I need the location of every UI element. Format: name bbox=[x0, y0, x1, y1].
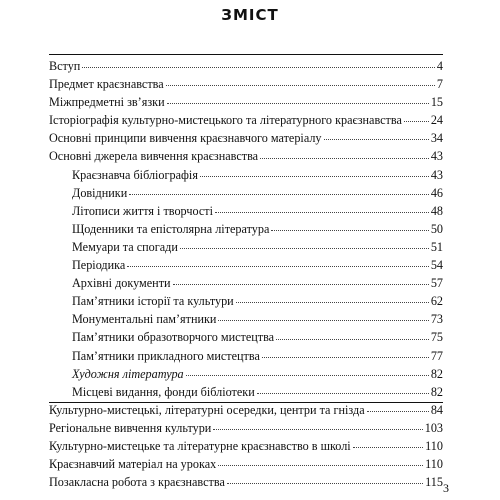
toc-entry bbox=[49, 347, 443, 365]
toc-entry bbox=[49, 310, 443, 328]
toc-entry bbox=[49, 166, 443, 184]
toc-entry-page: 54 bbox=[430, 258, 443, 273]
toc-dot-leader bbox=[167, 102, 429, 104]
toc-entry-page: 82 bbox=[430, 384, 443, 399]
toc-dot-leader bbox=[227, 482, 423, 484]
toc-entry bbox=[49, 202, 443, 220]
toc-entry-page: 115 bbox=[425, 475, 443, 490]
toc-entry bbox=[49, 383, 443, 401]
toc-entry-page: 57 bbox=[430, 276, 443, 291]
toc-entry bbox=[49, 419, 443, 437]
toc-entry-label: Предмет краєзнавства bbox=[49, 77, 164, 92]
toc-entry-label: Культурно-мистецьке та літературне краєзнавство в школі bbox=[49, 438, 351, 453]
toc-entry bbox=[49, 473, 443, 491]
toc-entry-page: 7 bbox=[436, 77, 443, 92]
toc-entry bbox=[49, 292, 443, 310]
toc-entry-page: 110 bbox=[425, 438, 443, 453]
toc-entry-label: Мемуари та спогади bbox=[72, 239, 178, 254]
toc-entry-page: 75 bbox=[430, 330, 443, 345]
toc-entry-page: 43 bbox=[430, 167, 443, 182]
toc-dot-leader bbox=[367, 410, 429, 412]
toc-entry bbox=[49, 147, 443, 165]
toc-dot-leader bbox=[236, 301, 429, 303]
toc-entry bbox=[49, 328, 443, 346]
toc-entry bbox=[49, 93, 443, 111]
toc-entry bbox=[49, 274, 443, 292]
toc-entry bbox=[49, 129, 443, 147]
toc-dot-leader bbox=[166, 84, 435, 86]
toc-dot-leader bbox=[215, 211, 429, 213]
toc-list bbox=[49, 57, 443, 491]
toc-entry-label: Культурно-мистецькі, літературні осередки, центри та гнізда bbox=[49, 402, 365, 417]
toc-entry-page: 73 bbox=[430, 312, 443, 327]
toc-entry bbox=[49, 238, 443, 256]
toc-dot-leader bbox=[186, 374, 429, 376]
toc-entry-label: Вступ bbox=[49, 59, 81, 73]
toc-dot-leader bbox=[262, 356, 429, 358]
toc-entry-label: Довідники bbox=[72, 185, 128, 200]
toc-entry bbox=[49, 75, 443, 93]
toc-entry-page: 51 bbox=[430, 239, 443, 254]
page-title: ЗМІСТ bbox=[221, 6, 279, 24]
toc-entry-label: Основні принципи вивчення краєзнавчого матеріалу bbox=[49, 131, 322, 146]
toc-entry bbox=[49, 401, 443, 419]
toc-entry-page: 77 bbox=[430, 348, 443, 363]
toc-entry-label: Періодика bbox=[72, 258, 126, 273]
table-of-contents bbox=[49, 54, 443, 490]
toc-entry-page: 110 bbox=[425, 457, 443, 472]
toc-dot-leader bbox=[404, 120, 429, 122]
toc-entry-label: Краєзнавча бібліографія bbox=[72, 167, 198, 182]
toc-dot-leader bbox=[260, 157, 429, 159]
toc-entry bbox=[49, 57, 443, 75]
toc-entry-label: Монументальні пам’ятники bbox=[72, 312, 217, 327]
toc-entry-label: Літописи життя і творчості bbox=[72, 203, 213, 218]
toc-dot-leader bbox=[180, 247, 429, 249]
toc-entry-label: Історіографія культурно-мистецького та літературного краєзнавства bbox=[49, 113, 402, 128]
toc-entry bbox=[49, 455, 443, 473]
toc-entry-page: 46 bbox=[430, 185, 443, 200]
toc-entry-page: 15 bbox=[430, 95, 443, 110]
toc-entry-page: 103 bbox=[424, 420, 443, 435]
toc-entry-label: Міжпредметні зв’язки bbox=[49, 95, 165, 110]
toc-dot-leader bbox=[353, 446, 423, 448]
toc-entry-page: 24 bbox=[430, 113, 443, 128]
toc-entry bbox=[49, 184, 443, 202]
toc-entry bbox=[49, 220, 443, 238]
toc-dot-leader bbox=[127, 265, 429, 267]
toc-entry-page: 48 bbox=[430, 203, 443, 218]
toc-entry-label: Позакласна робота з краєзнавства bbox=[49, 475, 225, 490]
toc-dot-leader bbox=[218, 319, 428, 321]
toc-entry-page: 43 bbox=[430, 149, 443, 164]
toc-entry-label: Краєзнавчий матеріал на уроках bbox=[49, 457, 217, 472]
toc-entry-label: Художня література bbox=[72, 366, 184, 381]
toc-dot-leader bbox=[200, 175, 429, 177]
toc-entry-label: Місцеві видання, фонди бібліотеки bbox=[72, 384, 255, 399]
page-number: 3 bbox=[443, 481, 449, 495]
toc-dot-leader bbox=[257, 392, 429, 394]
toc-dot-leader bbox=[173, 283, 429, 285]
toc-entry-page: 82 bbox=[430, 366, 443, 381]
toc-dot-leader bbox=[129, 193, 429, 195]
toc-dot-leader bbox=[213, 428, 422, 430]
toc-dot-leader bbox=[271, 229, 428, 231]
toc-entry-label: Архівні документи bbox=[72, 276, 171, 291]
toc-entry-label: Щоденники та епістолярна література bbox=[72, 221, 270, 236]
toc-dot-leader bbox=[218, 464, 423, 466]
toc-entry-label: Пам’ятники прикладного мистецтва bbox=[72, 348, 260, 363]
toc-entry bbox=[49, 365, 443, 383]
toc-entry bbox=[49, 437, 443, 455]
toc-entry-page: 50 bbox=[430, 221, 443, 236]
toc-entry-page: 84 bbox=[430, 402, 443, 417]
toc-entry-label: Регіональне вивчення культури bbox=[49, 420, 212, 435]
toc-dot-leader bbox=[324, 138, 429, 140]
toc-entry-page: 4 bbox=[436, 59, 443, 73]
toc-entry bbox=[49, 111, 443, 129]
toc-entry-label: Пам’ятники історії та культури bbox=[72, 294, 234, 309]
toc-entry-label: Пам’ятники образотворчого мистецтва bbox=[72, 330, 275, 345]
toc-dot-leader bbox=[276, 338, 429, 340]
toc-entry-label: Основні джерела вивчення краєзнавства bbox=[49, 149, 259, 164]
toc-entry-page: 62 bbox=[430, 294, 443, 309]
toc-entry bbox=[49, 256, 443, 274]
toc-entry-page: 34 bbox=[430, 131, 443, 146]
toc-dot-leader bbox=[82, 66, 435, 68]
